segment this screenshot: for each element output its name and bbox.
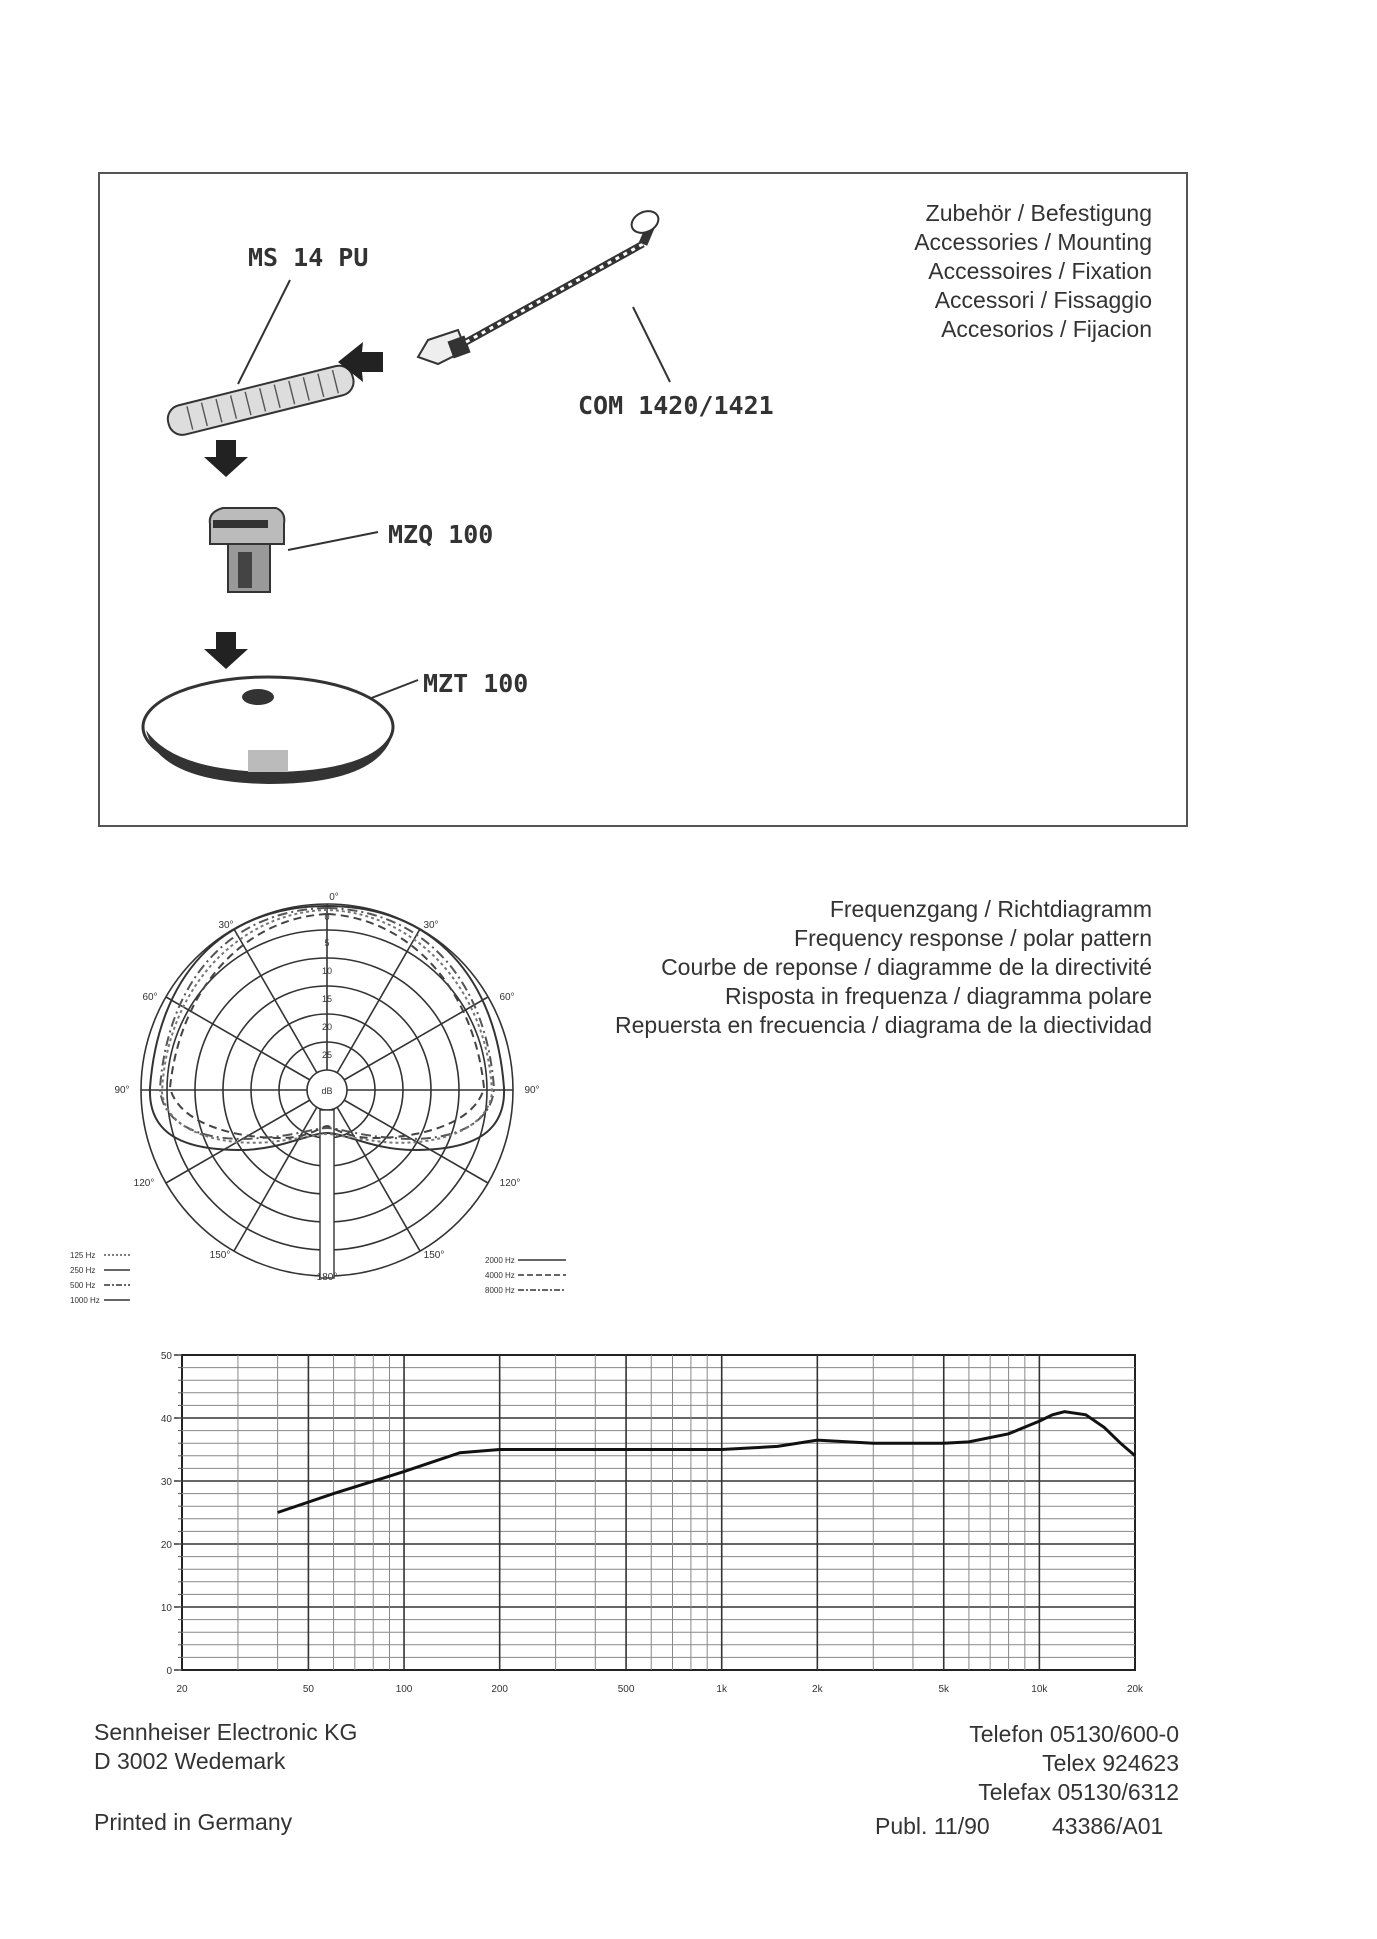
response-heading-es: Repuersta en frecuencia / diagrama de la diectividad: [615, 1012, 1152, 1038]
x-tick-label: 1k: [716, 1684, 727, 1695]
publication-code: 43386/A01: [1052, 1813, 1164, 1839]
com-microphone-illustration: [418, 207, 662, 364]
ms14pu-windscreen-illustration: [165, 363, 357, 438]
mzq100-clip-illustration: [210, 508, 285, 592]
y-tick-label: 30: [160, 1477, 172, 1488]
y-tick-label: 50: [160, 1351, 172, 1362]
ring-label-10: 10: [321, 966, 333, 976]
ring-label-db: dB: [321, 1086, 333, 1096]
angle-label-0: 0°: [329, 892, 339, 903]
x-tick-label: 50: [302, 1684, 314, 1695]
response-heading-de: Frequenzgang / Richtdiagramm: [829, 896, 1152, 922]
legend-2000hz: 2000 Hz: [485, 1256, 515, 1265]
accessories-illustration: [98, 172, 1188, 827]
y-tick-label: 0: [166, 1666, 172, 1677]
angle-label-90-left: 90°: [114, 1085, 130, 1096]
angle-label-90-right: 90°: [524, 1085, 540, 1096]
footer-left: [94, 1718, 357, 1776]
polar-diagram: [70, 888, 590, 1328]
angle-label-30-right: 30°: [423, 920, 439, 931]
telefax-number: Telefax 05130/6312: [978, 1779, 1179, 1805]
x-tick-label: 20k: [1126, 1684, 1144, 1695]
legend-8000hz: 8000 Hz: [485, 1286, 515, 1295]
polar-legend-left: [70, 1251, 130, 1305]
leader-ms14pu: [238, 280, 290, 384]
response-heading-fr: Courbe de reponse / diagramme de la directivité: [661, 954, 1152, 980]
ring-label-5: 5: [324, 938, 330, 948]
angle-label-120-right: 120°: [499, 1178, 521, 1189]
legend-4000hz: 4000 Hz: [485, 1271, 515, 1280]
frequency-response-curve: [278, 1412, 1135, 1513]
angle-label-150-left: 150°: [209, 1250, 231, 1261]
legend-125hz: 125 Hz: [70, 1251, 96, 1260]
accessories-heading-es: Accesorios / Fijacion: [941, 316, 1152, 342]
angle-label-60-right: 60°: [499, 992, 515, 1003]
label-mzt: MZT 100: [423, 669, 529, 698]
accessories-heading-de: Zubehör / Befestigung: [925, 200, 1152, 226]
frequency-y-ticks: [161, 1351, 182, 1677]
angle-label-60-left: 60°: [142, 992, 158, 1003]
arrow-down-icon: [204, 440, 248, 477]
response-heading-en: Frequency response / polar pattern: [794, 925, 1152, 951]
frequency-x-ticks: [176, 1684, 1144, 1695]
telex-number: Telex 924623: [1042, 1750, 1179, 1776]
angle-label-150-right: 150°: [423, 1250, 445, 1261]
ring-label-0: 0: [324, 912, 330, 922]
y-tick-label: 40: [160, 1414, 172, 1425]
company-name: Sennheiser Electronic KG: [94, 1719, 358, 1745]
accessories-heading-it: Accessori / Fissaggio: [934, 287, 1152, 313]
label-com: COM 1420/1421: [578, 391, 774, 420]
y-tick-label: 10: [160, 1603, 172, 1614]
legend-250hz: 250 Hz: [70, 1266, 96, 1275]
x-tick-label: 5k: [938, 1684, 950, 1695]
x-tick-label: 10k: [1031, 1684, 1048, 1695]
frequency-grid: [182, 1355, 1135, 1670]
angle-label-120-left: 120°: [133, 1178, 155, 1189]
ring-label-20: 20: [321, 1022, 333, 1032]
x-tick-label: 20: [176, 1684, 188, 1695]
phone-number: Telefon 05130/600-0: [969, 1721, 1179, 1747]
frequency-response-chart: [130, 1345, 1150, 1707]
angle-label-180: 180°: [316, 1272, 338, 1283]
y-tick-label: 20: [160, 1540, 172, 1551]
publication-date: Publ. 11/90: [875, 1813, 990, 1839]
legend-1000hz: 1000 Hz: [70, 1296, 100, 1305]
polar-legend-right: [485, 1256, 566, 1295]
ring-label-15: 15: [321, 994, 333, 1004]
leader-com: [633, 307, 670, 382]
accessories-heading-fr: Accessoires / Fixation: [928, 258, 1152, 284]
response-heading: [615, 895, 1152, 1040]
response-heading-it: Risposta in frequenza / diagramma polare: [724, 983, 1152, 1009]
x-tick-label: 2k: [812, 1684, 823, 1695]
x-tick-label: 200: [491, 1684, 509, 1695]
company-address: D 3002 Wedemark: [94, 1748, 286, 1774]
x-tick-label: 500: [617, 1684, 635, 1695]
ring-label-25: 25: [321, 1050, 333, 1060]
angle-label-30-left: 30°: [218, 920, 234, 931]
label-mzq: MZQ 100: [388, 520, 494, 549]
plot-frame: [182, 1355, 1135, 1670]
accessories-heading-en: Accessories / Mounting: [914, 229, 1152, 255]
leader-mzq: [288, 532, 378, 550]
footer-right: [969, 1720, 1179, 1807]
mzt100-base-illustration: [143, 677, 393, 784]
arrow-down-icon: [204, 632, 248, 669]
legend-500hz: 500 Hz: [70, 1281, 96, 1290]
x-tick-label: 100: [395, 1684, 413, 1695]
label-ms14pu: MS 14 PU: [248, 243, 369, 272]
printed-in: Printed in Germany: [94, 1809, 293, 1835]
